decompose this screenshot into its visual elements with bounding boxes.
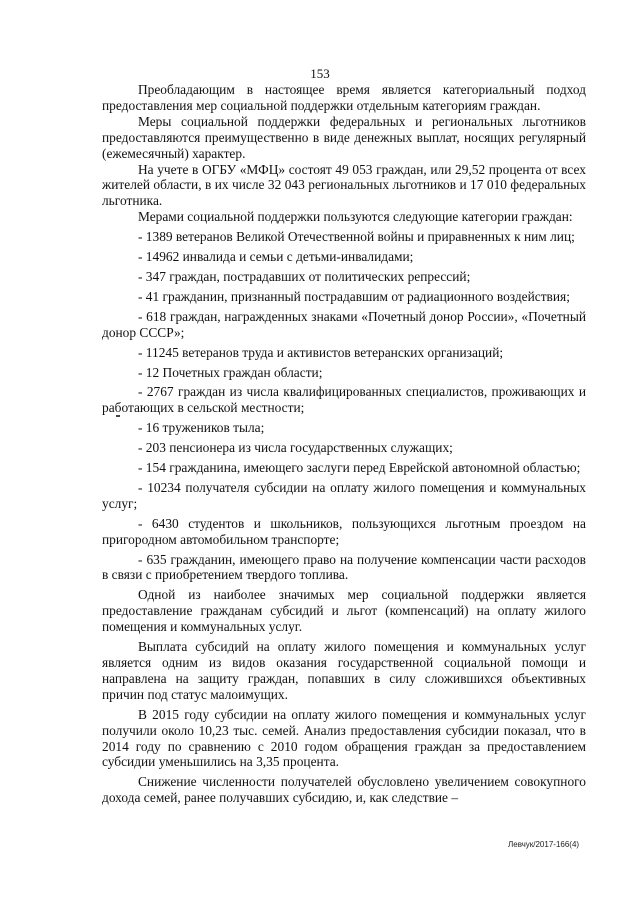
paragraph: - 10234 получателя субсидии на оплату жилого помещения и коммунальных услуг; [102, 479, 586, 511]
paragraph: - 635 гражданин, имеющего право на получение компенсации части расходов в связи с приобретением твердого топлива. [102, 551, 586, 583]
paragraph: - 2767 граждан из числа квалифицированных специалистов, проживающих и работающих в сельской местности; [102, 384, 586, 416]
paragraph: Мерами социальной поддержки пользуются следующие категории граждан: [138, 209, 573, 225]
paragraph: Меры социальной поддержки федеральных и региональных льготников предоставляются преимущественно в виде денежных выплат, носящих регулярный (ежемесячный) характер. [102, 113, 586, 161]
paragraph: - 6430 студентов и школьников, пользующихся льготным проездом на пригородном автомобильном транспорте; [102, 515, 586, 547]
footer-reference: Левчук/2017-166(4) [508, 840, 580, 849]
paragraph: Одной из наиболее значимых мер социальной поддержки является предоставление гражданам субсидий и льгот (компенсаций) на оплату жилого помещения и коммунальных услуг. [102, 587, 586, 635]
paragraph: - 11245 ветеранов труда и активистов ветеранских организаций; [138, 344, 504, 360]
paragraph: - 16 тружеников тыла; [138, 420, 265, 436]
paragraph: - 14962 инвалида и семьи с детьми-инвалидами; [138, 249, 414, 265]
paragraph: - 154 гражданина, имеющего заслуги перед Еврейской автономной областью; [138, 460, 581, 476]
document-body [102, 82, 586, 806]
paragraph: - 1389 ветеранов Великой Отечественной войны и приравненных к ним лиц; [138, 229, 575, 245]
paragraph: - 12 Почетных граждан области; [138, 364, 323, 380]
paragraph: В 2015 году субсидии на оплату жилого помещения и коммунальных услуг получили около 10,23 тыс. семей. Анализ предоставления субсидии показал, что в 2014 году по сравнению с 2010 годом обращения граждан за предоставлением субсидии уменьшились на 3,35 процента. [102, 706, 586, 770]
paragraph: На учете в ОГБУ «МФЦ» состоят 49 053 граждан, или 29,52 процента от всех жителей области, в их числе 32 043 региональных льготников и 17 010 федеральных льготника. [102, 161, 586, 209]
paragraph: - 347 граждан, пострадавших от политических репрессий; [138, 268, 471, 284]
page-number: 153 [310, 66, 330, 81]
paragraph: - 41 гражданин, признанный пострадавшим от радиационного воздействия; [138, 288, 570, 304]
paragraph: Преобладающим в настоящее время является категориальный подход предоставления мер социальной поддержки отдельным категориям граждан. [102, 82, 586, 113]
paragraph: Снижение численности получателей обусловлено увеличением совокупного дохода семей, ранее получавших субсидию, и, как следствие – [102, 774, 586, 806]
paragraph: - 203 пенсионера из числа государственных служащих; [138, 440, 453, 456]
paragraph: Выплата субсидий на оплату жилого помещения и коммунальных услуг является одним из видов оказания государственной социальной помощи и направлена на защиту граждан, попавших в силу сложившихся объективных причин под статус малоимущих. [102, 639, 586, 702]
paragraph: - 618 граждан, награжденных знаками «Почетный донор России», «Почетный донор СССР»; [102, 308, 586, 340]
